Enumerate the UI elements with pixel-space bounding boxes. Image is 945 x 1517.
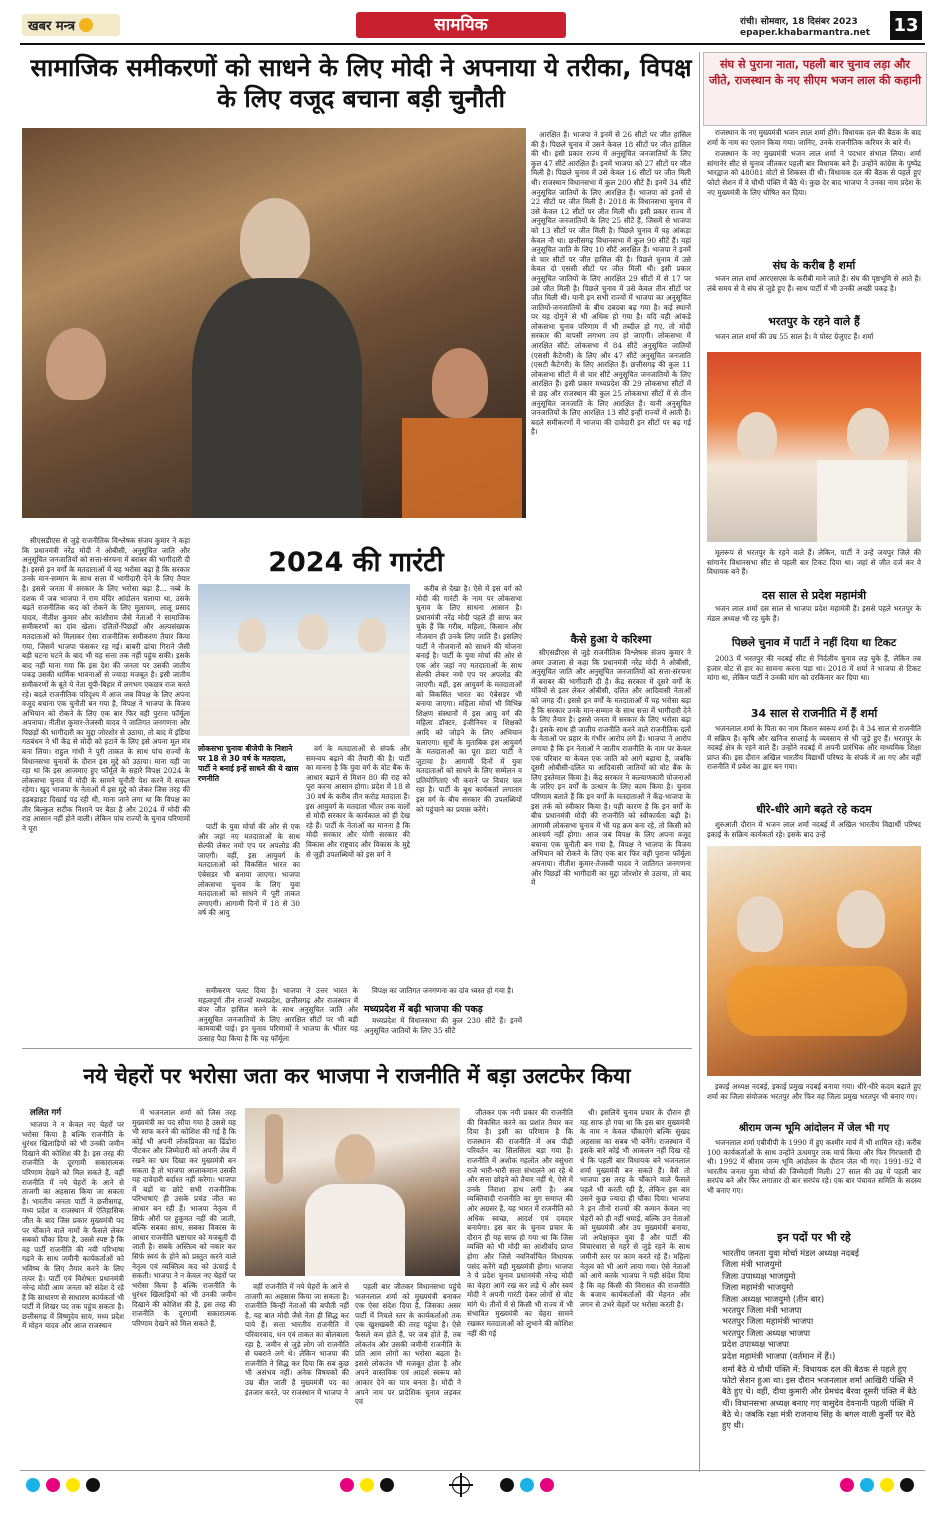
position-item: प्रदेश उपाध्यक्ष भाजपा — [722, 1339, 789, 1350]
bottom-photo-body — [305, 1184, 405, 1276]
sidebar-divider — [699, 52, 700, 1472]
photo-saffron-scarf — [402, 418, 522, 518]
crosshair-icon — [452, 1476, 470, 1494]
guarantee-colA-text: पार्टी के युवा मोर्चा की ओर से एक और जहां नए मतदाताओं के साथ सेल्फी लेकर नमो एप पर अपलोड की जाएगी। वहीं, इस आयुवर्ग के मतदाताओं को विकसित भारत का एंबेसडर भी बनाया जाएगा। भाजपा लोकसभा चुनाव के लिए युवा मतदाताओं को साधने में पूरी ताकत लगाएगी। आगामी दिनों में 18 से 30 वर्ष की आयु — [198, 822, 300, 918]
color-registration-center-left — [340, 1478, 394, 1492]
guarantee-colB-text: वर्ग के मतदाताओं से संपर्क और समन्वय बढ़ाने की तैयारी की है। पार्टी का मानना है कि युवा वर्ग के वोट बैंक के आधार बढ़ाने से मिशन 80 की राह को पूरा करना आसान होगा। प्रदेश में 18 से 30 वर्ष के करीब तीन करोड़ मतदाता हैं। इस आयुवर्ग के मतदाता भीतर तक वालों से मोदी सरकार के कार्यकाल को ही देख रहे हैं। पार्टी के नेताओं का मानना है कि मोदी सरकार और योगी सरकार की विकास और राष्ट्रवाद और विकास के मुद्दे से जुड़ी उपलब्धियों को इस वर्ग ने — [306, 744, 410, 859]
section-banner — [356, 12, 566, 38]
dateline: रांची। सोमवार, 18 दिसंबर 2023 — [740, 17, 858, 27]
registration-dot — [880, 1478, 894, 1492]
guarantee-caption: लोकसभा चुनावः बीजेपी के निशाने पर 18 से 30 वर्ष के मतदाता, पार्टी ने बनाई इन्हें साधने की ये खास रणनीति — [198, 744, 299, 783]
registration-dot — [380, 1478, 394, 1492]
sidebar-p7: 2003 में भरतपुर की नदबई सीट से निर्दलीय चुनाव लड़ चुके हैं, लेकिन तब हजार वोट से हार का सामना करना पड़ा था। 2018 में शर्मा ने भाजपा से टिकट मांगा था, लेकिन पार्टी ने उनकी मांग को दरकिनार कर दिया था। — [707, 654, 921, 683]
sidebar-block6 — [707, 654, 921, 694]
guarantee-photo-person2 — [298, 614, 328, 650]
position-item: भारतीय जनता युवा मोर्चा मंडल अध्यक्ष नदबई — [722, 1248, 859, 1258]
guarantee-photo-crowd — [198, 654, 410, 736]
registration-dot — [26, 1478, 40, 1492]
bottom-col1-text: भाजपा ने न केवल नए चेहरों पर भरोसा किया है बल्कि राजनीति के धुरंधर खिलाड़ियों को भी उनकी जमीन दिखाने की कोशिश की है। इस तरह की राजनीति के दूरगामी सकारात्मक परिणाम देखने को मिल सकते हैं, वहीं राजनीति में नये चेहरों के आने से ताजगी का अहसास किया जा सकता है। भारतीय जनता पार्टी ने छत्तीसगढ़, मध्य प्रदेश व राजस्थान में ऐतिहासिक जीत के बाद जिस प्रकार मुख्यमंत्री पद पर चौंकाने वाले नामों के फैसले लेकर सबको चौंका दिया है, उससे स्पष्ट है कि वह पार्टी राजनीति की नयी परिभाषा गढ़ने के साथ जमीनी कार्यकर्ताओं को भविष्य के लिए तैयार करने के लिए तत्पर है। पार्टी एवं विशेषतः प्रधानमंत्री नरेन्द्र मोदी आम जनता को संदेश दे रहे हैं कि साधारण से साधारण कार्यकर्ता भी पार्टी में शिखर पद तक पहुंच सकता है। छत्तीसगढ़ में विष्णुदेव साय, मध्य प्रदेश में मोहन यादव और आज राजस्थान — [22, 1120, 124, 1331]
registration-dot — [500, 1478, 514, 1492]
sidebar-p6: भजन लाल शर्मा दस साल से भाजपा प्रदेश महामंत्री हैं। इससे पहले भरतपुर के मंडल अध्यक्ष भी रह चुके हैं। — [707, 604, 921, 623]
guarantee-photo-person1 — [238, 618, 266, 652]
position-item: भरतपुर जिला महामंत्री भाजपा — [722, 1316, 814, 1327]
guarantee-bottom1-text: समीकरण पलट दिया है। भाजपा ने उत्तर भारत के महत्वपूर्ण तीन राज्यों मध्यप्रदेश, छत्तीसगढ़ और राजस्थान में बंपर जीत हासिल करने के साथ अनुसूचित जाति और अनुसूचित जनजातियों के लिए आरक्षित सीटों पर भी बड़ी कामयाबी पाई। इन चुनाव परिणामों ने भाजपा के भीतर यह उत्साह पैदा किया है कि यह फॉर्मूला — [198, 986, 358, 1043]
sidebar-p1: राजस्थान के नए मुख्यमंत्री भजन लाल शर्मा होंगे। विधायक दल की बैठक के बाद शर्मा के नाम का एलान किया गया। जानिए, उनके राजनीतिक करियर के बारे में। — [707, 128, 921, 147]
sidebar-photo-1-person1 — [737, 412, 777, 460]
bottom-col4 — [355, 1282, 461, 1464]
sidebar-h5: 34 साल से राजनीति में हैं शर्मा — [750, 707, 878, 720]
masthead-rule — [20, 43, 925, 45]
sidebar-p5: मूलरूप से भरतपुर के रहने वाले हैं। लेकिन, पार्टी ने उन्हें जयपुर जिले की सांगानेर विधानसभा सीट से पहली बार टिकट दिया था। जहां से जीत दर्ज कर वे विधायक बने हैं। — [707, 548, 921, 577]
bottom-col5 — [467, 1108, 573, 1464]
sidebar-p2: राजस्थान के नए मुख्यमंत्री भजन लाल शर्मा ने पदभार संभाल लिया। शर्मा सांगानेर सीट से चुनाव जीतकर पहली बार विधायक बने हैं। उन्होंने कांग्रेस के पुष्पेंद्र भारद्वाज को 48081 वोटों से शिकस्त दी थी। विधायक दल की बैठक से पहले हुए फोटो सेशन में वे चौथी पंक्ति में बैठे थे। कुछ देर बाद भाजपा ने उनका नाम प्रदेश के नए मुख्यमंत्री के लिए घोषित कर दिया। — [707, 149, 921, 197]
guarantee-bottom2-text: विपक्ष का जातिगत जनगणना का दांव ध्वस्त हो गया है। — [372, 986, 514, 995]
sidebar-photo-1-body — [817, 460, 907, 542]
guarantee-box — [196, 532, 524, 1043]
registration-dot — [840, 1478, 854, 1492]
registration-dot — [66, 1478, 80, 1492]
sidebar-block3 — [707, 332, 921, 346]
sidebar-photo-1 — [707, 352, 921, 542]
guarantee-bottom3-text: मध्यप्रदेश में विधानसभा की कुल 230 सीटें हैं। इनमें अनुसूचित जातियों के लिए 35 सीटें — [364, 1016, 522, 1035]
main-story-col2 — [531, 130, 691, 618]
photo-figure-left — [46, 328, 106, 400]
sidebar-block10 — [707, 1138, 921, 1224]
bottom-col6 — [580, 1108, 690, 1464]
registration-dot — [340, 1478, 354, 1492]
position-item: प्रदेश महामंत्री भाजपा (वर्तमान में हैं।) — [722, 1350, 836, 1361]
main-story-col1 — [22, 536, 190, 1030]
main-story-col2b — [531, 648, 691, 1032]
sidebar-block8 — [707, 820, 921, 844]
sidebar-block4 — [707, 548, 921, 582]
guarantee-photo-person3 — [358, 618, 386, 652]
registration-dot — [360, 1478, 374, 1492]
sidebar-h6: धीरे-धीरे आगे बढ़ते रहे कदम — [756, 803, 872, 816]
guarantee-bottom3 — [364, 1016, 522, 1034]
color-registration-center-right — [500, 1478, 554, 1492]
page-number-value: 13 — [893, 15, 919, 36]
sidebar-photo-2 — [707, 846, 921, 1076]
crosshair-icon-v — [460, 1473, 462, 1497]
position-item: जिला उपाध्यक्ष भाजयुमो — [722, 1270, 796, 1281]
guarantee-colC — [416, 584, 522, 984]
position-item: जिला महामंत्री भाजयुमो — [722, 1282, 794, 1293]
page-number — [890, 11, 922, 40]
bottom-col1 — [22, 1120, 124, 1464]
positions-list — [722, 1248, 922, 1362]
sidebar-h3: दस साल से प्रदेश महामंत्री — [761, 589, 867, 602]
registration-dot — [86, 1478, 100, 1492]
sidebar-h7: श्रीराम जन्म भूमि आंदोलन में जेल भी गए — [738, 1123, 890, 1134]
bottom-col4-text: पहली बार जीतकर विधानसभा पहुंचे भजनलाल शर्मा को मुख्यमंत्री बनाकर एक ऐसा संदेश दिया है, जिसका असर पार्टी में निचले स्तर के कार्यकर्ताओं तक एक खुशखबरी की तरह पहुंचा है। ऐसे फैसले कम होते हैं, पर जब होते हैं, तब लोकतंत्र और उसकी जमीनी राजनीति के प्रति आम लोगों का भरोसा बढ़ता है। इससे लोकतंत्र भी मजबूत होता है और अपने वास्तविक एवं आदर्श स्वरूप को आकार देने का पात्र बनता है। मोदी ने अपने नाम पर प्रादेशिक चुनाव लड़कर एवं — [355, 1282, 461, 1407]
sidebar-block7 — [707, 724, 921, 796]
sidebar-h8: इन पदों पर भी रहे — [777, 1231, 851, 1244]
registration-dot — [46, 1478, 60, 1492]
registration-dot — [900, 1478, 914, 1492]
subhead-karishma: कैसे हुआ ये करिश्मा — [570, 633, 652, 646]
color-registration-right — [840, 1478, 914, 1492]
brand-emblem-icon — [79, 18, 93, 32]
main-story-col2-text: आरक्षित हैं। भाजपा ने इनमें से 26 सीटों पर जीत हासिल की है। पिछले चुनाव में उसने केवल 18 सीटों पर जीत हासिल की थी। इसी प्रकार राज्य में अनुसूचित जनजातियों के लिए कुल 47 सीटें आरक्षित हैं। इनमें भाजपा को 27 सीटों पर जीत मिली है। पिछले चुनाव में उसे केवल 16 सीटों पर जीत मिली थी। राजस्थान विधानसभा में कुल 200 सीटें हैं। इनमें 34 सीटें अनुसूचित जातियों के लिए आरक्षित हैं। भाजपा को इनमें से 22 सीटों पर जीत मिली है। 2018 के विधानसभा चुनाव में उसे केवल 12 सीटों पर जीत मिली थी। इसी प्रकार राज्य में अनुसूचित जनजातियों के लिए 25 सीटें हैं, जिसमें से भाजपा को 13 सीटों पर जीत मिली है। पिछले चुनाव में यह आंकड़ा केवल नौ था। छत्तीसगढ़ विधानसभा में कुल 90 सीटें हैं। यहां अनुसूचित जाति के लिए 10 सीटें आरक्षित हैं। भाजपा ने इनमें से चार सीटों पर जीत हासिल की है। पिछले चुनाव में उसे केवल दो एससी सीटों पर जीत मिली थी। इसी प्रकार अनुसूचित जातियों के लिए आरक्षित 29 सीटों में से 17 पर उसे जीत मिली है। पिछले चुनाव में उसे केवल तीन सीटों पर जीत मिली थी। यानी इन सभी राज्यों में भाजपा का अनुसूचित जातियों-जनजातियों के बीच दबदबा बढ़ गया है। कई स्थानों पर यह दोगुने से भी अधिक हो गया है। यदि यही आंकड़े लोकसभा चुनाव परिणाम में भी तब्दील हो गए, तो मोदी सरकार की वापसी लगभग तय हो जाएगी। लोकसभा में आरक्षित सीटें: लोकसभा में 84 सीटें अनुसूचित जातियों (एससी कैटेगरी) के लिए और 47 सीटें अनुसूचित जनजाति (एसटी कैटेगरी) के लिए आरक्षित हैं। छत्तीसगढ़ की कुल 11 लोकसभा सीटों में से चार सीटें अनुसूचित जनजातियों के लिए आरक्षित हैं। इसी प्रकार मध्यप्रदेश की 29 लोकसभा सीटों में से छह और राजस्थान की कुल 25 लोकसभा सीटों में से तीन अनुसूचित जनजाति के लिए आरक्षित हैं। यानी अनुसूचित जनजातियों के लिए आरक्षित 13 सीटें इन्हीं राज्यों में आती हैं। बदले समीकरणों में भाजपा की दावेदारी इन सीटों पर बढ़ गई है। — [531, 130, 692, 437]
sidebar-photo-2-person2 — [837, 890, 885, 948]
registration-dot — [540, 1478, 554, 1492]
bottom-col2-text: में भजनलाल शर्मा को जिस तरह मुख्यमंत्री का पद सौंपा गया है उससे यह भी साफ करने की कोशिश की गई है कि कोई भी अपनी लोकप्रियता का ढिंढोरा पीटकर और जिम्मेदारी को अपनी जेब में रखने का भ्रम दिखा कर मुख्यमंत्री बन सकता है तो भाजपा आलाकमान उसकी यह दावेदारी बर्दाश्त नहीं करेगा। भाजपा में बड़ों या छोटे सभी राजनीतिक परिभाषाएं ही उसके प्रचंड जीत का आधार बन रही हैं। भाजपा नेतृत्व में सिर्फ औरों पर हुकूमत नहीं की जाती, बल्कि सबका साथ, सबका विकास के आधार राजनीति भ्रष्टाचार को मजबूती दी जाती है। सबके अस्तित्व को नकार कर सिर्फ स्वयं के होने को प्रस्तुत करने वाले नेतृत्व एवं व्यक्तित्व कद को ऊंचाई दे सकती। भाजपा ने न केवल नए चेहरों पर भरोसा किया है बल्कि राजनीति के धुरंधर खिलाड़ियों को भी उनकी जमीन दिखाने की कोशिश की है, इस तरह की राजनीति के दूरगामी सकारात्मक परिणाम देखने को मिल सकते हैं, — [132, 1108, 236, 1329]
sidebar-h4: पिछले चुनाव में पार्टी ने नहीं दिया था टिकट — [731, 637, 897, 649]
guarantee-photo — [198, 584, 410, 736]
main-headline: सामाजिक समीकरणों को साधने के लिए मोदी ने अपनाया ये तरीका, विपक्ष के लिए वजूद बचाना बड़ी चुनौती — [30, 53, 692, 113]
guarantee-colC-text: करीब से देखा है। ऐसे में इस वर्ग को मोदी की गारंटी के नाम पर लोकसभा चुनाव के लिए साधना आसान है। प्रधानमंत्री नरेंद्र मोदी पहले ही साफ कर चुके हैं कि गरीब, महिला, किसान और नौजवान ही उनके लिए जाति हैं। इसलिए पार्टी ने नौजवानों को साधने की योजना बनाई है। पार्टी के युवा मोर्चा की ओर से एक ओर जहां नए मतदाताओं के साथ सेल्फी लेकर नमो एप पर अपलोड की जाएगी। वहीं, इस आयुवर्ग के मतदाताओं को विकसित भारत का एंबेसडर भी बनाया जाएगा। महिला मोर्चा भी विभिन्न शिक्षण संस्थानों में इस आयु वर्ग की महिला डॉक्टर, इंजीनियर व शिक्षकों आदि को जोड़ने के लिए अभियान चलाएगा। सूत्रों के मुताबिक इस आयुवर्ग के मतदाताओं का पूरा डाटा पार्टी ने जुटाया है। आगामी दिनों में युवा मतदाताओं को साधने के लिए सम्मेलन व प्रतियोगिताएं भी कराने पर विचार चल रहा है। पार्टी के बूथ कार्यकर्ता लगातार इस वर्ग के बीच सरकार की उपलब्धियों को पहुंचाने का प्रयास करेंगे। — [416, 584, 522, 814]
sidebar-p8: भजनलाल शर्मा के पिता का नाम किशन स्वरूप शर्मा है। वे 34 साल से राजनीति में सक्रिय हैं। कृषि और खनिज सप्लाई के व्यवसाय से भी जुड़े हुए हैं। भरतपुर के नदबई क्षेत्र के रहने वाले हैं। उन्होंने नदबई में अपनी प्रारंभिक और माध्यमिक शिक्षा प्राप्त की। इस दौरान अखिल भारतीय विद्यार्थी परिषद के संपर्क में आ गए और वहीं राजनीति में प्रवेश का द्वार बन गया। — [707, 724, 921, 772]
color-registration-left — [26, 1478, 100, 1492]
bottom-col3-text: वहीं राजनीति में नये चेहरों के आने से ताजगी का अहसास किया जा सकता है। राजनीति किन्हीं नेताओं की बपौती नहीं है, यह बात मोदी जैसे नेता ही सिद्ध कर पाये हैं। सत्ता भारतीय राजनीति में परिवारवाद, धन एवं ताकत का बोलबाला रहा है, जमीन से जुड़े लोग जो राजनीति से घबराने लगे थे। लेकिन भाजपा की राजनीति ने सिद्ध कर दिया कि सब कुछ भी असंभव नहीं। अनेक विषयकों की उम्र बीत जाती है मुख्यमंत्री पद का इंतजार करते, पर राजस्थान में भाजपा ने — [245, 1282, 349, 1397]
main-story-col1-text: सीएसडीएस से जुड़े राजनीतिक विश्लेषक संजय कुमार ने कहा कि प्रधानमंत्री नरेंद्र मोदी ने ओबीसी, अनुसूचित जाति और अनुसूचित जनजातियों को सत्ता-संरचना में बराबर की भागीदारी दी है। इससे इन वर्गों के मतदाताओं में यह भरोसा बढ़ा है कि सरकार उनके मान-सम्मान के साथ सत्ता में भागीदारी देने के लिए तैयार है। इससे जनता में सरकार के लिए भरोसा बढ़ा है... नब्बे के दशक में जब भाजपा ने राम मंदिर आंदोलन चलाया था, उसके बढ़ते राजनीतिक कद को रोकने के लिए मुलायम, लालू प्रसाद यादव, नीतीश कुमार और कांशीराम जैसे नेताओं ने सामाजिक समीकरणों का दांव खेला। दलितों-पिछड़ों और अल्पसंख्यक मतदाताओं को मिलाकर ऐसा राजनीतिक समीकरण तैयार किया गया, जिसमें भाजपा फंसकर रह गई। बाबरी ढांचा गिराने जैसी बड़ी घटना घटने के बाद भी यह सत्ता तक नहीं पहुंच सकी। इसके बाद नहीं माना गया कि इस देश की जनता पर उसकी जातीय पकड़ उसकी धार्मिक भावनाओं से ज्यादा मजबूत है। इसी जातीय समीकरणों के बूते ये नेता यूपी-बिहार में लगभग एकछत्र राज करते रहे। बदले राजनीतिक परिदृश्य में आज जब विपक्ष के लिए अपना वजूद बचाना एक चुनौती बन गया है, विपक्ष ने भाजपा के विजय अभियान को रोकने के लिए एक बार फिर वही पुराना फॉर्मूला अपनाया। नीतीश कुमार-तेजस्वी यादव ने जातिगत जनगणना और पिछड़ों की भागीदारी का मुद्दा जोरशोर से उठाया, तो बाद में इंडिया गठबंधन ने भी केंद्र से मोदी को हटाने के लिए इसे अपना मूल मंत्र बना लिया। राहुल गांधी ने पूरी ताकत के साथ पांच राज्यों के विधानसभा चुनावों के दौरान इस मुद्दे को उठाया। माना यही जा रहा था कि इस आजमाए हुए फॉर्मूले के सहारे विपक्ष 2024 के लोकसभा चुनाव में मोदी के सामने चुनौती पेश करने में सफल रहेगा। खुद भाजपा के नेताओं में इस मुद्दे को लेकर जिस तरह की हड़बड़ाहट दिखाई पड़ रही थी, माना जाने लगा था कि विपक्ष का तीर बिल्कुल सटीक निशाने पर बैठा है और 2024 में मोदी की राह आसान नहीं होने वाली। लेकिन पांच राज्यों के चुनाव परिणामों ने पूरा — [22, 536, 190, 833]
sidebar-p4: भजन लाल शर्मा की उम्र 55 साल है। वे पोस्ट ग्रेजुएट हैं। शर्मा — [715, 332, 874, 341]
guarantee-bottom1 — [198, 986, 358, 1043]
brand-name: खबर मन्त्र — [28, 19, 76, 34]
section-title: सामयिक — [434, 15, 488, 35]
sidebar-p10: इकाई अध्यक्ष नदबई, इकाई प्रमुख नदबई बनाया गया। धीरे-धीरे कदम बढ़ाते हुए शर्मा का जिला संयोजक भरतपुर और फिर वह जिला प्रमुख भरतपुर भी बनाए गए। — [707, 1082, 921, 1101]
position-item: जिला मंत्री भाजयुमो — [722, 1259, 782, 1270]
position-item: भरतपुर जिला अध्यक्ष भाजपा — [722, 1327, 811, 1338]
bottom-col6-text: थी। इसलिये चुनाव प्रचार के दौरान ही यह साफ हो गया था कि इस बार मुख्यमंत्री के नाम न केवल चौंकाएंगे बल्कि सुखद अहसास का सबब भी बनेंगे। राजस्थान में इसके बारे कोई भी आकलन नहीं दिख रहे थे कि पहली बार विधायक बने भजनलाल शर्मा मुख्यमंत्री बन सकते हैं। वैसे तो भाजपा इस तरह के चौंकाने वाले फैसले पहले भी करती रही है, लेकिन इस बार उसने कुछ ज्यादा ही चौंका दिया। भाजपा ने इन तीनों राज्यों की कमान केवल नए चेहरों को ही नहीं थमाई, बल्कि उन नेताओं को मुख्यमंत्री और उप मुख्यमंत्री बनाया, जो अपेक्षाकृत युवा हैं और पार्टी की विचारधारा से गहरे से जुड़े रहने के साथ जमीनी स्तर पर काम करते रहे हैं। महिला नेतृत्व को भी आगे लाया गया। ऐसे नेताओं को आगे करके भाजपा ने यही संदेश दिया है कि वह किसी की विरासत की राजनीति के बजाय कार्यकर्ताओं की मेहनत और लगन से उभरे चेहरों पर भरोसा करती है। — [580, 1108, 690, 1309]
registration-dot — [860, 1478, 874, 1492]
position-item: भरतपुर जिला मंत्री भाजपा — [722, 1305, 802, 1316]
photo-figure-right — [432, 348, 488, 418]
sidebar-photo-2-garland — [727, 966, 907, 1036]
photo-figure-face — [240, 198, 310, 284]
site-url[interactable]: epaper.khabarmantra.net — [740, 28, 871, 38]
bottom-photo-raised-arm — [265, 1114, 283, 1184]
footer-rule — [20, 1470, 925, 1471]
sidebar-headline: संघ से पुराना नाता, पहली बार चुनाव लड़ा और जीते, राजस्थान के नए सीएम भजन लाल की कहानी — [709, 58, 921, 87]
main-photo-modi — [22, 128, 526, 518]
bottom-photo — [245, 1108, 460, 1276]
subhead-mp: मध्यप्रदेश में बढ़ी भाजपा की पकड़ — [364, 1004, 483, 1015]
sidebar-block9 — [707, 1082, 921, 1114]
sidebar-p11: भजनलाल शर्मा एबीवीपी के 1990 में हुए कश्मीर मार्च में भी शामिल रहे। करीब 100 कार्यकर्ताओं के साथ उन्होंने ऊधमपुर तक मार्च किया और फिर गिरफ्तारी दी थी। 1992 में श्रीराम जन्म भूमि आंदोलन के दौरान जेल भी गए। 1991-92 में भारतीय जनता युवा मोर्चा की जिम्मेदारी मिली। 27 साल की उम्र में पहली बार सरपंच बने और फिर लगातार दो बार सरपंच रहे। एक बार पंचायत समिति के सदस्य भी बनाए गए। — [707, 1138, 921, 1195]
masthead — [0, 0, 945, 44]
guarantee-colB — [306, 744, 410, 984]
bottom-story-byline: ललित गर्ग — [30, 1108, 62, 1118]
brand-logo — [22, 14, 120, 36]
bottom-story-top-rule — [22, 1048, 692, 1049]
sidebar-block5 — [707, 604, 921, 628]
sidebar-p3: भजन लाल शर्मा आरएसएस के करीबी माने जाते हैं। संघ की पृष्ठभूमि से आते हैं। लंबे समय से वे संघ से जुड़े हुए हैं। साथ पार्टी में भी उनकी अच्छी पकड़ है। — [707, 274, 921, 293]
sidebar-h1: संघ के करीब है शर्मा — [772, 259, 856, 272]
sidebar-photo-2-person1 — [737, 896, 783, 952]
bottom-col5-text: जीतकर एक नयी प्रकार की राजनीति की विकसित करने का प्रशांत तैयार कर दिया है। इसी का परिणाम है कि राजस्थान की राजनीति में अब पीढ़ी परिवर्तन का सिलसिला बड़ा गया है। राजनीति में अशोक गहलोत और वसुंधरा राजे भारी-भारी सत्ता संभालने आ रहे थे और सत्ता छोड़ने को तैयार नहीं थे, ऐसे में उनके निराशा हाथ लगी है। अब व्यक्तिवादी राजनीति का युग समाप्त की ओर अग्रसर है, यह भारत में राजनीति को अधिक स्वच्छ, आदर्श एवं दमदार बनायेगा। इस बार के चुनाव प्रचार के दौरान ही यह साफ हो गया था कि जिस व्यक्ति को भी मोदी का आशीर्वाद प्राप्त होगा और जिसे नवनिर्वाचित विधायक पसंद करेंगे वही मुख्यमंत्री होगा। भाजपा ने ये प्रदेश चुनाव प्रधानमंत्री नरेन्द्र मोदी का चेहरा आगे रख कर लड़े थे और स्वयं मोदी ने अपनी गारंटी देकर लोगों से वोट मांगे थे। तीनों में से किसी भी राज्य में भी संभावित मुख्यमंत्री का चेहरा सामने रखकर मतदाताओं को लुभाने की कोशिश नहीं की गई — [467, 1108, 573, 1338]
registration-dot — [520, 1478, 534, 1492]
bottom-col3 — [245, 1282, 349, 1464]
position-item: जिला अध्यक्ष भाजयुमो (तीन बार) — [722, 1293, 825, 1304]
guarantee-colA — [198, 822, 300, 982]
bottom-col2 — [132, 1108, 236, 1464]
bottom-story-headline: नये चेहरों पर भरोसा जता कर भाजपा ने राजनीति में बड़ा उलटफेर किया — [83, 1064, 631, 1088]
sidebar-h2: भरतपुर के रहने वाले हैं — [768, 315, 860, 328]
sidebar-p9: शुरुआती दौरान में भजन लाल शर्मा नदबई में अखिल भारतीय विद्यार्थी परिषद इकाई के सक्रिय कार्यकर्ता रहे। इसके बाद उन्हें — [707, 820, 921, 839]
main-story-col2b-text: सीएसडीएस से जुड़े राजनीतिक विश्लेषक संजय कुमार ने अमर उजाला से कहा कि प्रधानमंत्री नरेंद्र मोदी ने ओबीसी, अनुसूचित जाति और अनुसूचित जनजातियों को सत्ता-संरचना में बराबर की भागीदारी दी है। केंद्र सरकार में दूसरे वर्गों के मंत्रियों से इतर लेकर ओबीसी, दलित और आदिवासी नेताओं को जगह दी। इससे इन वर्गों के मतदाताओं में यह भरोसा बढ़ा है कि सरकार उनके मान-सम्मान के साथ सत्ता में भागीदारी देने के लिए तैयार है। इससे जनता में सरकार के लिए भरोसा बढ़ा है। इसके साथ ही जातीय राजनीति करने वाले राजनीतिक दलों के नेताओं पर प्रहार के गंभीर आरोप लगे हैं। भाजपा ने आरोप लगाया है कि इन नेताओं ने जातीय राजनीति के नाम पर केवल एक परिवार या केवल एक जाति को आगे बढ़ाया है, जबकि दूसरी ओबीसी-दलित या आदिवासी जातियों को वोट बैंक के लिए इस्तेमाल किया है। केंद्र सरकार ने कल्याणकारी योजनाओं के जरिए इन वर्गों के उत्थान के लिए काम किया है। चुनाव परिणाम बताते हैं कि इन वर्गों के मतदाताओं ने केंद्र-भाजपा के इस तर्क को स्वीकार किया है। यही कारण है कि इन वर्गों के बीच प्रधानमंत्री मोदी की राजनीति को स्वीकार्यता बढ़ी है। आगामी लोकसभा चुनाव में भी यह क्रम बना रहे, तो किसी को आश्चर्य नहीं होगा। आज जब विपक्ष के लिए अपना वजूद बचाना एक चुनौती बन गया है, विपक्ष ने भाजपा के विजय अभियान को रोकने के लिए एक बार फिर वही पुराना फॉर्मूला अपनाया। नीतीश कुमार-तेजस्वी यादव ने जातिगत जनगणना और पिछड़ों की भागीदारी का मुद्दा जोरशोर से उठाया, तो बाद में — [531, 648, 691, 888]
photo-figure-body — [192, 278, 362, 518]
sidebar-block2 — [707, 274, 921, 308]
sidebar-photo-1-person2 — [847, 408, 889, 458]
sidebar-final-text: शर्मा बैठे थे चौथी पंक्ति में: विधायक दल की बैठक से पहले हुए फोटो सेशन हुआ था। इस दौरान भजनलाल शर्मा आखिरी पंक्ति में बैठे हुए थे। वहीं, दीया कुमारी और प्रेमचंद बैरवा दूसरी पंक्ति में बैठे थीं। विधानसभा अध्यक्ष बनाए गए वासुदेव देवनानी पहली पंक्ति में बैठे थे। जबकि रक्षा मंत्री राजनाथ सिंह के बगल वाली कुर्सी पर बैठे हुए थी। — [722, 1364, 917, 1431]
bottom-photo-face — [335, 1134, 375, 1182]
sidebar-headline-box — [703, 52, 927, 126]
guarantee-title: 2024 की गारंटी — [268, 547, 444, 578]
